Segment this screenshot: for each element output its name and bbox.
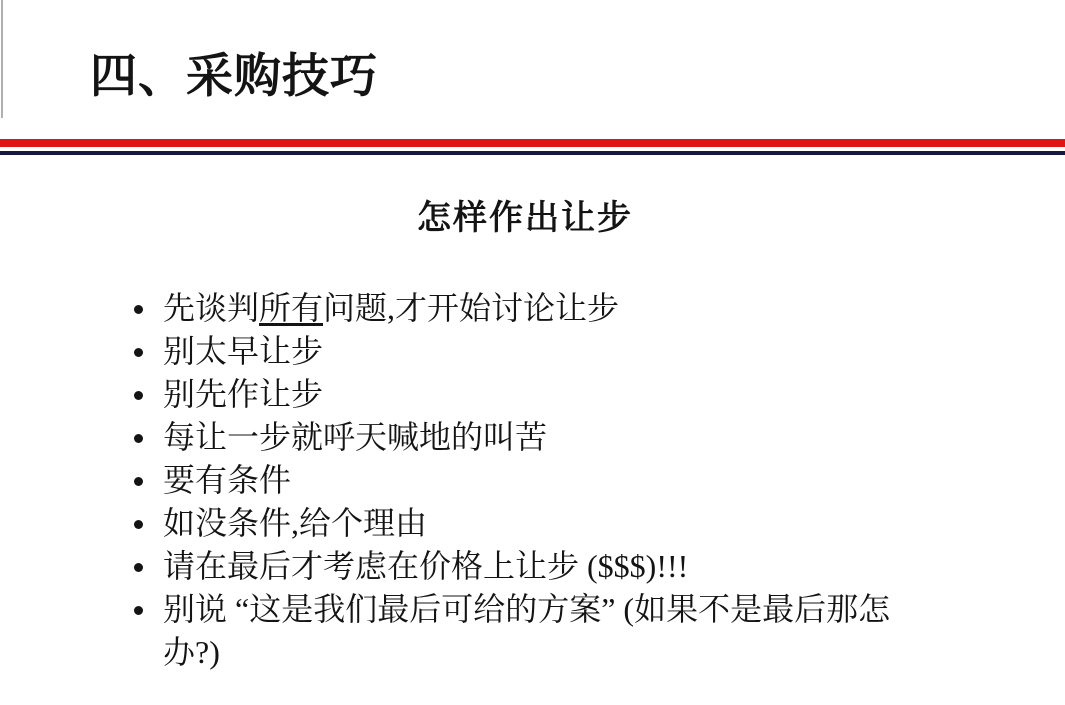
list-item: [163, 502, 941, 545]
list-item-text: 别太早让步: [163, 333, 324, 369]
list-item-text: 别说 “这是我们最后可给的方案” (如果不是最后那怎办?): [163, 591, 891, 670]
bullet-dot-icon: [134, 477, 143, 486]
list-item-text: 请在最后才考虑在价格上让步 ($$$)!!!: [163, 548, 689, 584]
list-item-text: 先谈判所有问题,才开始讨论让步: [163, 290, 620, 326]
list-item: [163, 373, 941, 416]
list-item-text: 要有条件: [163, 462, 292, 498]
bullet-dot-icon: [134, 520, 143, 529]
list-item: [163, 545, 941, 588]
list-item: [163, 459, 941, 502]
bullet-dot-icon: [134, 606, 143, 615]
bullet-dot-icon: [134, 391, 143, 400]
bullet-dot-icon: [134, 434, 143, 443]
divider-line-navy: [0, 151, 1065, 155]
slide-title: 四、采购技巧: [90, 51, 378, 103]
content-heading: 怎样作出让步: [417, 200, 633, 237]
list-item-text: 每让一步就呼天喊地的叫苦: [163, 419, 548, 455]
list-item: [163, 416, 941, 459]
divider-line-red: [0, 139, 1065, 147]
list-item-text: 别先作让步: [163, 376, 324, 412]
bullet-dot-icon: [134, 348, 143, 357]
left-edge-artifact-line: [1, 0, 3, 118]
list-item: [163, 287, 941, 330]
list-item: [163, 588, 941, 674]
bullet-list: [163, 287, 941, 674]
list-item: [163, 330, 941, 373]
list-item-text: 如没条件,给个理由: [163, 505, 428, 541]
bullet-dot-icon: [134, 305, 143, 314]
bullet-dot-icon: [134, 563, 143, 572]
